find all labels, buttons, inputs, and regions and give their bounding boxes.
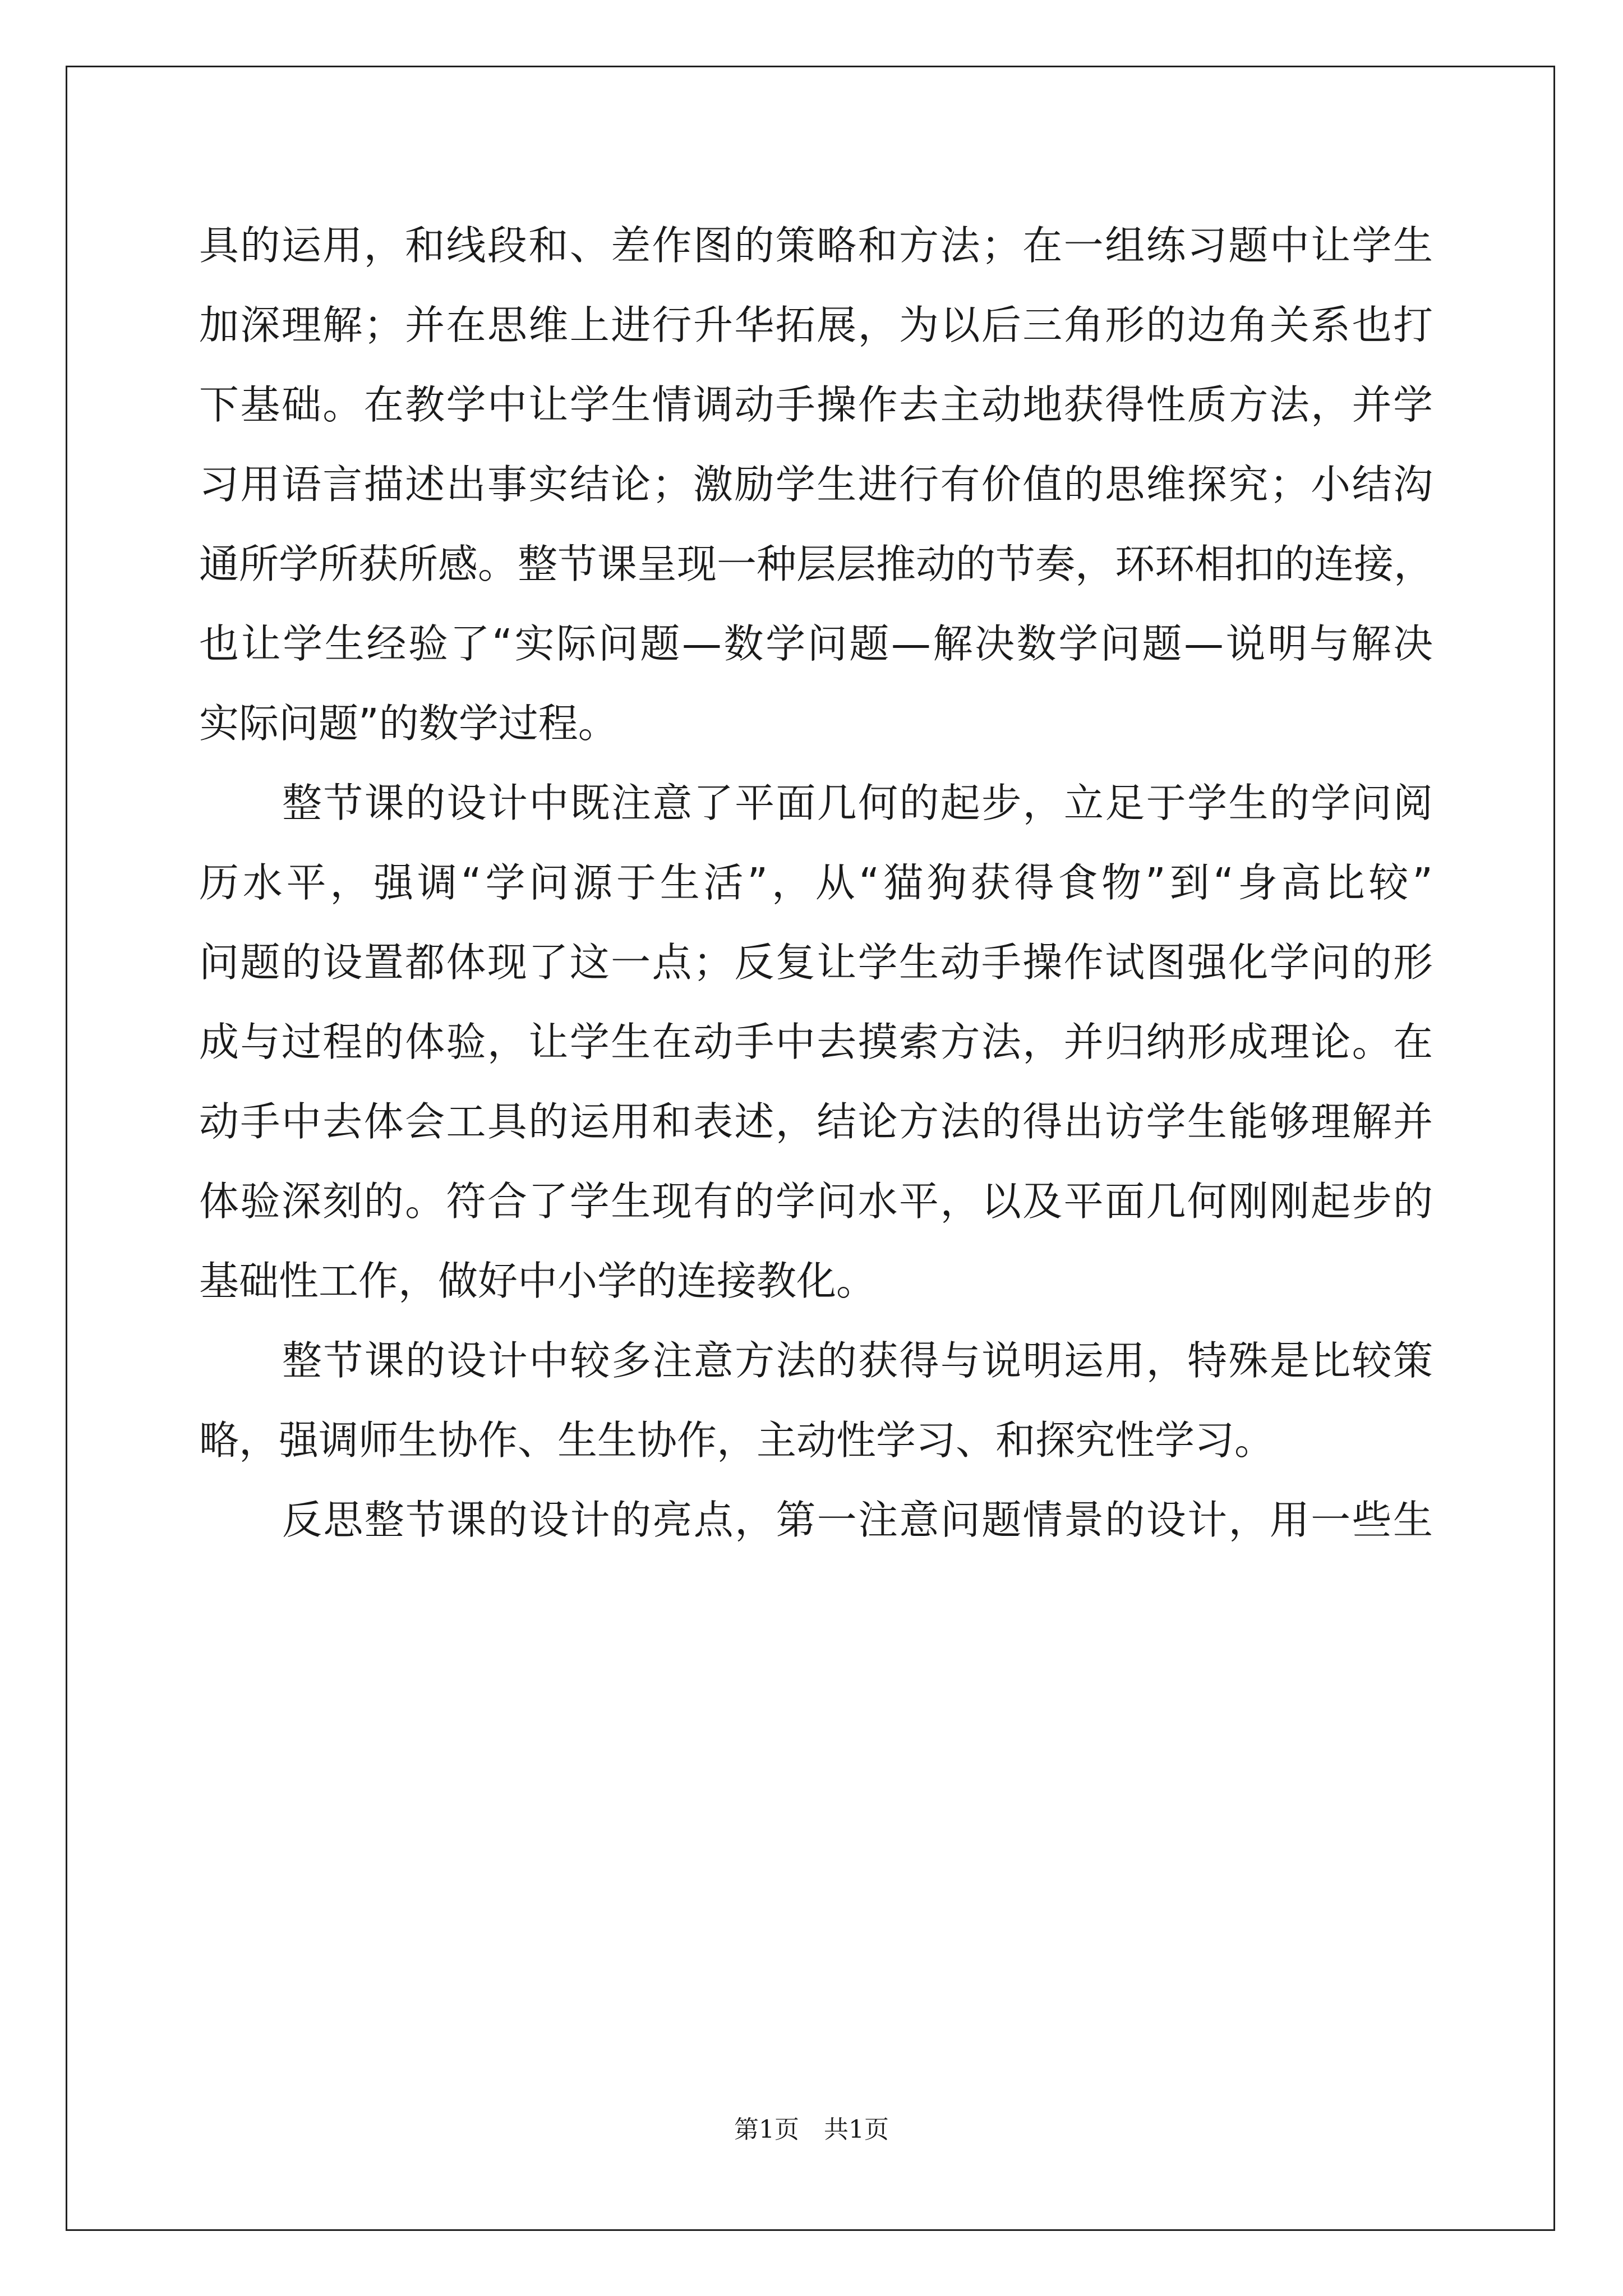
paragraph-line: 具的运用，和线段和、差作图的策略和方法；在一组练习题中让学生 [199,222,1433,269]
paragraph-1 [199,206,1433,763]
paragraph-line: 反思整节课的设计的亮点，第一注意问题情景的设计，用一些生 [282,1497,1433,1543]
paragraph-line: 略，强调师生协作、生生协作，主动性学习、和探究性学习。 [199,1417,1275,1464]
paragraph-line: 加深理解；并在思维上进行升华拓展，为以后三角形的边角关系也打 [199,302,1433,348]
document-body [199,206,1433,1560]
paragraph-line: 动手中去体会工具的运用和表述，结论方法的得出访学生能够理解并 [199,1098,1433,1145]
paragraph-line: 习用语言描述出事实结论；激励学生进行有价值的思维探究；小结沟 [199,461,1433,508]
paragraph-line: 也让学生经验了“实际问题—数学问题—解决数学问题—说明与解决 [199,620,1433,667]
paragraph-line: 问题的设置都体现了这一点；反复让学生动手操作试图强化学问的形 [199,939,1433,986]
paragraph-line: 整节课的设计中较多注意方法的获得与说明运用，特殊是比较策 [282,1337,1433,1384]
paragraph-line: 通所学所获所感。整节课呈现一种层层推动的节奏，环环相扣的连接， [199,541,1434,587]
paragraph-line: 体验深刻的。符合了学生现有的学问水平，以及平面几何刚刚起步的 [199,1178,1433,1225]
paragraph-line: 基础性工作，做好中小学的连接教化。 [199,1258,877,1304]
paragraph-3 [199,1321,1433,1480]
paragraph-4 [199,1480,1433,1560]
paragraph-line: 成与过程的体验，让学生在动手中去摸索方法，并归纳形成理论。在 [199,1019,1433,1065]
paragraph-line: 下基础。在教学中让学生情调动手操作去主动地获得性质方法，并学 [199,381,1433,428]
paragraph-line: 整节课的设计中既注意了平面几何的起步，立足于学生的学问阅 [282,780,1433,826]
paragraph-line: 实际问题”的数学过程。 [199,700,618,747]
paragraph-line: 历水平，强调“学问源于生活”，从“猫狗获得食物”到“身高比较” [199,859,1433,906]
paragraph-2 [199,763,1433,1321]
page-number-footer: 第1页 共1页 [734,2115,889,2144]
